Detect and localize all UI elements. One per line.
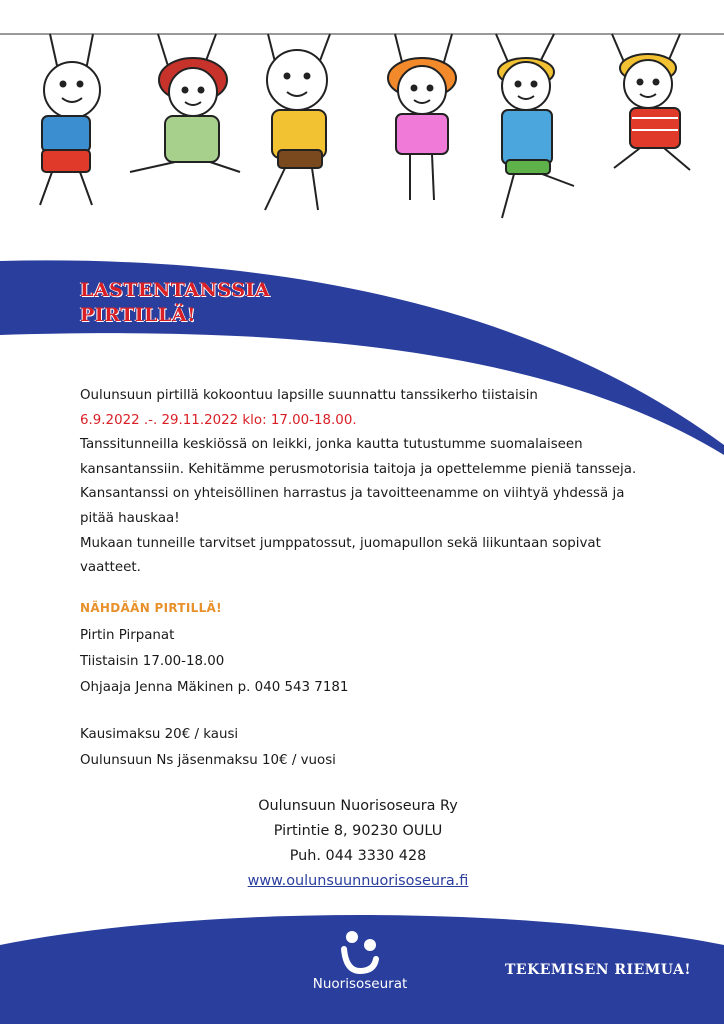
description-text — [80, 384, 670, 581]
child-light-blue-shirt — [496, 34, 574, 218]
season-fee: Kausimaksu 20€ / kausi — [80, 727, 239, 742]
fees-info — [80, 722, 336, 774]
dates-line: 6.9.2022 .-. 29.11.2022 klo: 17.00-18.00. — [80, 412, 357, 428]
child-blue-shirt — [40, 34, 100, 205]
body-line: Tanssitunneilla keskiössä on leikki, jonka kautta tutustumme suomalaiseen — [80, 437, 583, 453]
class-time: Tiistaisin 17.00-18.00 — [80, 654, 225, 669]
page-title — [80, 278, 270, 328]
hanging-children-illustration — [0, 0, 724, 240]
membership-fee: Oulunsuun Ns jäsenmaksu 10€ / vuosi — [80, 753, 336, 768]
body-line: Oulunsuun pirtillä kokoontuu lapsille suunnattu tanssikerho tiistaisin — [80, 388, 538, 403]
child-yellow-shirt — [265, 34, 330, 210]
child-green-shirt — [130, 34, 240, 172]
organization-name: Oulunsuun Nuorisoseura Ry — [258, 798, 458, 814]
organization-address: Pirtintie 8, 90230 OULU — [273, 823, 443, 839]
website-link[interactable]: www.oulunsuunnuorisoseura.fi — [247, 873, 469, 889]
nuorisoseurat-logo-icon — [300, 925, 420, 1005]
body-line: vaatteet. — [80, 560, 141, 576]
group-name: Pirtin Pirpanat — [80, 628, 175, 643]
body-line: Kansantanssi on yhteisöllinen harrastus ja tavoitteenamme on viihtyä yhdessä ja — [80, 486, 625, 502]
see-you-heading: NÄHDÄÄN PIRTILLÄ! — [80, 601, 222, 615]
instructor-contact: Ohjaaja Jenna Mäkinen p. 040 543 7181 — [80, 680, 349, 695]
body-line: Mukaan tunneille tarvitset jumppatossut, juomapullon sekä liikuntaan sopivat — [80, 535, 601, 551]
title-line-2: PIRTILLÄ! — [80, 304, 196, 326]
body-line: pitää hauskaa! — [80, 510, 180, 526]
organization-phone: Puh. 044 3330 428 — [289, 848, 427, 864]
logo-text: Nuorisoseurat — [312, 976, 408, 992]
organization-contact — [200, 794, 516, 894]
body-line: kansantanssiin. Kehitämme perusmotorisia taitoja ja opettelemme pieniä tansseja. — [80, 461, 637, 477]
slogan: TEKEMISEN RIEMUA! — [505, 962, 692, 978]
child-striped-shirt — [612, 34, 690, 170]
title-line-1: LASTENTANSSIA — [80, 279, 271, 301]
class-info — [80, 623, 348, 701]
child-pink-shirt — [388, 34, 456, 200]
